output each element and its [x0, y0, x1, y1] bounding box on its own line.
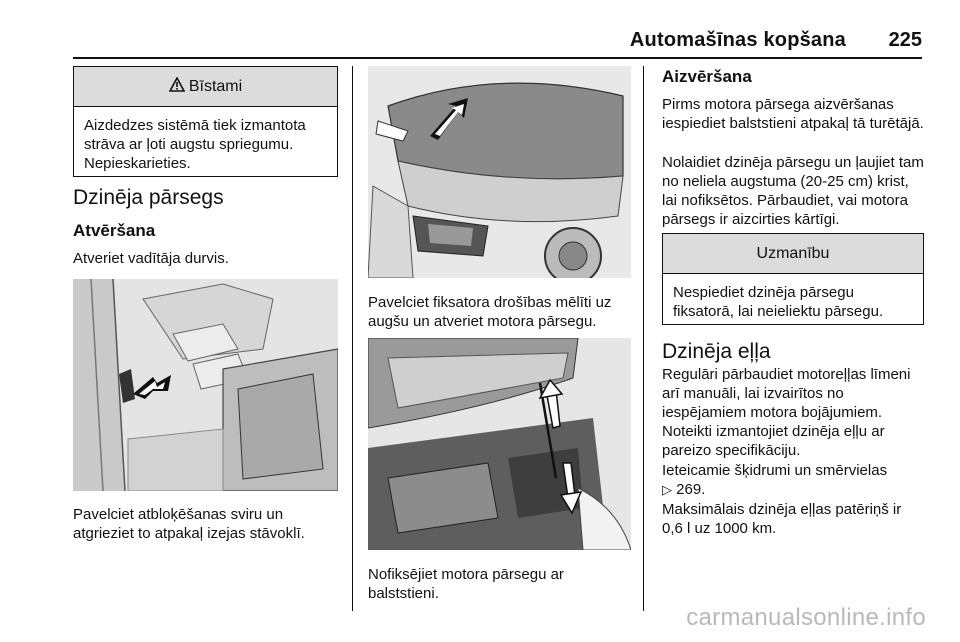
- column-divider: [643, 66, 644, 611]
- warning-triangle-icon: [169, 77, 185, 97]
- reference-link[interactable]: [662, 480, 924, 500]
- watermark: carmanualsonline.info: [686, 604, 926, 631]
- reference-text: Ieteicamie šķidrumi un smērvielas: [662, 462, 888, 479]
- step-text: Pavelciet atbloķēšanas sviru un atgrieziet to atpakaļ izejas stāvoklī.: [73, 506, 305, 542]
- header-rule: [73, 57, 922, 59]
- section-title: Dzinēja eļļa: [662, 340, 771, 363]
- caution-box-title: Uzmanību: [756, 244, 830, 262]
- caution-box-text: Nespiediet dzinēja pārsegu fiksatorā, lai neieliektu pārsegu.: [673, 284, 884, 320]
- paragraph: Maksimālais dzinēja eļļas patēriņš ir 0,6 l uz 1000 km.: [662, 501, 902, 537]
- step-text: Nofiksējiet motora pārsegu ar balststieni.: [368, 566, 564, 602]
- page-number: 225: [888, 29, 922, 51]
- subsection-title: Atvēršana: [73, 221, 156, 240]
- caution-box: [662, 233, 924, 325]
- paragraph: Regulāri pārbaudiet motoreļļas līmeni arī manuāli, lai izvairītos no iespējamiem motora bojājumiem.: [662, 366, 911, 421]
- subsection-title: Aizvēršana: [662, 67, 752, 86]
- column-divider: [352, 66, 353, 611]
- paragraph: Pirms motora pārsega aizvēršanas iespiediet balststieni atpakaļ tā turētājā.: [662, 96, 924, 132]
- paragraph-reference: [662, 461, 924, 500]
- danger-box-header: [74, 67, 337, 107]
- figure-hood-latch: [368, 66, 631, 278]
- section-title: Dzinēja pārsegs: [73, 186, 224, 209]
- page-header-title: Automašīnas kopšana: [629, 29, 846, 51]
- danger-box-title: Bīstami: [188, 77, 243, 95]
- reference-arrow-icon: ▷: [662, 483, 672, 498]
- figure-release-lever: [73, 279, 338, 491]
- step-text: Pavelciet fiksatora drošības mēlīti uz augšu un atveriet motora pārsegu.: [368, 294, 612, 330]
- step-text: Atveriet vadītāja durvis.: [73, 250, 229, 267]
- figure-support-rod: [368, 338, 631, 550]
- danger-box: [73, 66, 338, 177]
- caution-box-header: [663, 234, 923, 274]
- reference-page: 269.: [676, 481, 706, 498]
- paragraph: Noteikti izmantojiet dzinēja eļļu ar pareizo specifikāciju.: [662, 423, 885, 459]
- danger-box-text: Aizdedzes sistēmā tiek izmantota strāva ar ļoti augstu spriegumu. Nepieskarieties.: [84, 117, 306, 172]
- paragraph: Nolaidiet dzinēja pārsegu un ļaujiet tam no neliela augstuma (20-25 cm) krist, lai nofiksētos. Pārbaudiet, vai motora pārsegs ir aizcirties kārtīgi.: [662, 154, 924, 228]
